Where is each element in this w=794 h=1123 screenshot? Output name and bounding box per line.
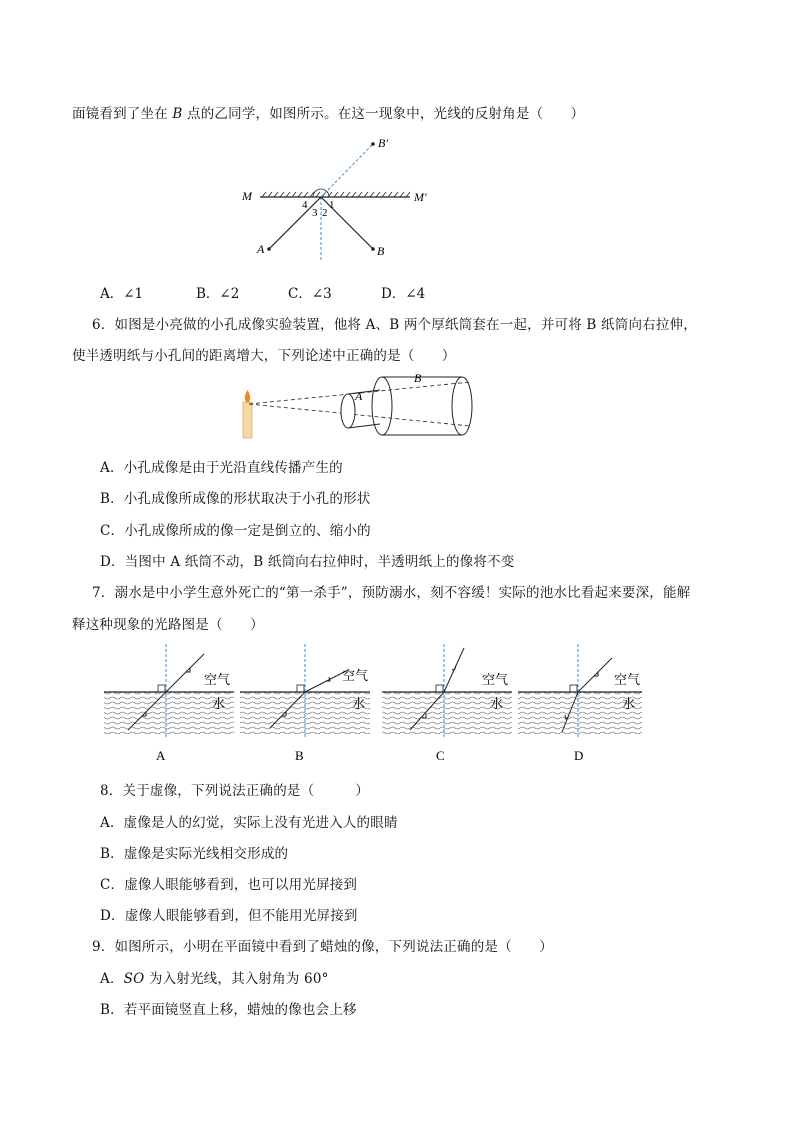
q6-option-d: D．当图中 A 纸筒不动，B 纸筒向右拉伸时，半透明纸上的像将不变 xyxy=(100,554,515,570)
panel-d xyxy=(518,644,642,763)
q6-option-b: B．小孔成像所成像的形状取决于小孔的形状 xyxy=(100,491,371,507)
q5-option-a: A．∠1 xyxy=(100,286,144,302)
mirror-hatching xyxy=(262,192,410,197)
label-b-prime: B′ xyxy=(378,136,388,150)
q5-stem-text-2: 点的乙同学，如图所示。在这一现象中，光线的反射角是（ ） xyxy=(182,106,585,122)
q6-option-a: A．小孔成像是由于光沿直线传播产生的 xyxy=(100,460,343,476)
q7-stem-line1: 7．溺水是中小学生意外死亡的“第一杀手”，预防溺水，刻不容缓！实际的池水比看起来要深，能解 xyxy=(92,585,691,601)
panel-b-air-label: 空气 xyxy=(342,668,369,683)
q7-stem-line2: 释这种现象的光路图是（ ） xyxy=(72,617,264,633)
q9-option-b: B．若平面镜竖直上移，蜡烛的像也会上移 xyxy=(100,1002,357,1018)
q9-option-a xyxy=(100,967,329,987)
q8-option-b: B．虚像是实际光线相交形成的 xyxy=(100,846,289,862)
panel-a-air-label: 空气 xyxy=(204,672,231,687)
q7-refraction-figures xyxy=(100,640,648,770)
label-tube-a: A xyxy=(355,389,363,403)
panel-a-label: A xyxy=(156,748,166,763)
point-b-prime xyxy=(371,142,375,146)
panel-a xyxy=(104,644,234,763)
q9-stem: 9．如图所示，小明在平面镜中看到了蜡烛的像，下列说法正确的是（ ） xyxy=(92,939,553,955)
q5-stem-tail xyxy=(72,102,584,122)
label-m: M xyxy=(242,189,252,203)
q5-option-b: B．∠2 xyxy=(196,286,240,302)
q5-reflection-figure xyxy=(230,132,440,262)
q9-option-a-text: 为入射光线，其入射角为 60° xyxy=(144,971,329,987)
q5-stem-var-b: B xyxy=(172,106,183,122)
angle-label-4: 4 xyxy=(302,199,308,211)
panel-b xyxy=(240,644,370,763)
q8-stem: 8．关于虚像，下列说法正确的是（ ） xyxy=(100,783,370,799)
label-m-prime: M′ xyxy=(414,190,427,204)
panel-b-water-label: 水 xyxy=(352,696,366,711)
label-tube-b: B xyxy=(414,371,422,385)
virtual-ray xyxy=(321,144,373,197)
point-b xyxy=(371,247,375,251)
ray-bottom xyxy=(249,404,470,426)
q9-option-a-prefix: A． xyxy=(100,971,124,987)
q6-stem-line2: 使半透明纸与小孔间的距离增大，下列论述中正确的是（ ） xyxy=(72,348,456,364)
label-a: A xyxy=(257,242,265,256)
panel-c-water-label: 水 xyxy=(490,696,504,711)
panel-d-water-label: 水 xyxy=(622,696,636,711)
q8-option-a: A．虚像是人的幻觉，实际上没有光进入人的眼睛 xyxy=(100,815,398,831)
panel-c xyxy=(382,644,512,763)
incident-ray xyxy=(269,197,321,249)
q6-option-c: C．小孔成像所成的像一定是倒立的、缩小的 xyxy=(100,523,371,539)
q5-stem-text-1: 面镜看到了坐在 xyxy=(72,106,173,122)
panel-b-label: B xyxy=(295,748,304,763)
angle-arcs xyxy=(313,189,329,197)
candle-body xyxy=(243,402,252,438)
point-a xyxy=(267,247,271,251)
panel-c-air-label: 空气 xyxy=(482,672,509,687)
panel-d-label: D xyxy=(574,748,584,763)
q5-option-c: C．∠3 xyxy=(288,286,332,302)
label-b: B xyxy=(377,244,385,258)
panel-d-air-label: 空气 xyxy=(614,672,641,687)
q8-option-d: D．虚像人眼能够看到，但不能用光屏接到 xyxy=(100,908,358,924)
q6-pinhole-figure xyxy=(236,368,476,446)
q6-stem-line1: 6．如图是小亮做的小孔成像实验装置，他将 A、B 两个厚纸筒套在一起，并可将 B 纸筒向右拉伸， xyxy=(92,317,697,333)
angle-label-3: 3 xyxy=(312,207,318,219)
panel-c-label: C xyxy=(436,748,445,763)
angle-label-2: 2 xyxy=(322,207,328,219)
panel-a-water-label: 水 xyxy=(212,696,226,711)
q8-option-c: C．虚像人眼能够看到，也可以用光屏接到 xyxy=(100,877,358,893)
q5-option-d: D．∠4 xyxy=(381,286,426,302)
candle-flame xyxy=(245,390,250,403)
q9-option-a-var: SO xyxy=(123,971,145,987)
angle-label-1: 1 xyxy=(329,199,335,211)
tube-b xyxy=(372,377,472,435)
